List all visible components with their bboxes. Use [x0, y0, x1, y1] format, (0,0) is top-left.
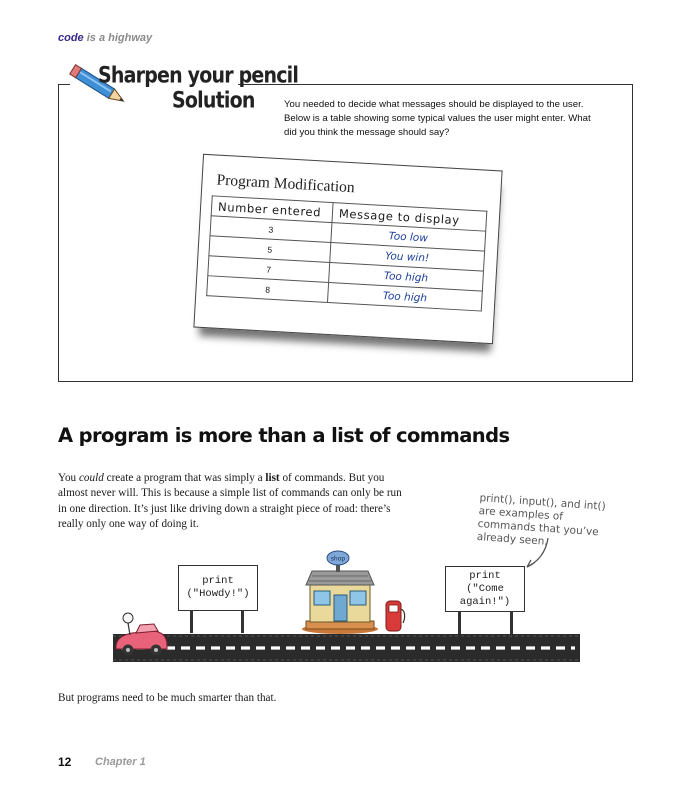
cell-number: 5: [209, 236, 331, 263]
exercise-title: Sharpen your pencil: [98, 63, 299, 89]
road-markings: [113, 634, 580, 662]
cell-number: 3: [210, 216, 332, 243]
sign2-post-right: [510, 612, 513, 634]
sign2-post-left: [458, 612, 461, 634]
body-bold-list: list: [265, 472, 280, 484]
gas-pump-icon: [383, 597, 407, 633]
annotation-arrow-icon: [522, 536, 552, 570]
body-emphasis-could: could: [78, 472, 104, 484]
sign1-line1: print: [202, 575, 234, 587]
shop-icon: [300, 549, 382, 635]
sign2-line1: print: [469, 569, 501, 582]
program-modification-card: [190, 162, 500, 352]
running-head-rest: is a highway: [83, 32, 153, 44]
cell-message: Too high: [329, 263, 484, 292]
paper-title: Program Modification: [216, 171, 356, 197]
body-text-1: You: [58, 472, 79, 484]
running-head-code: code: [58, 32, 84, 44]
body-paragraph: [58, 471, 410, 532]
body-text-3: of commands. But you almost never will. This is because a simple list of commands can only be run in one direction. It’s just like driving down a straight piece of road: there’s really only one way of doing it.: [58, 472, 402, 530]
sign2-line2: ("Come: [466, 582, 504, 595]
body-text-2: create a program that was simply a: [103, 472, 266, 484]
value-table: [206, 195, 487, 311]
page-number: 12: [58, 755, 72, 769]
car-icon: [112, 611, 170, 657]
cell-message: Too high: [327, 282, 482, 311]
section-heading: A program is more than a list of commands: [58, 424, 510, 447]
chapter-label: Chapter 1: [95, 756, 146, 768]
sign1-post-right: [241, 611, 244, 633]
closing-sentence: But programs need to be much smarter than that.: [58, 692, 277, 704]
cell-number: 8: [207, 276, 329, 303]
sign2-line3: again!"): [459, 595, 511, 608]
running-head: [58, 32, 152, 44]
cell-number: 7: [208, 256, 330, 283]
paper-sheet: [193, 154, 502, 344]
exercise-intro: You needed to decide what messages should be displayed to the user. Below is a table showing some typical values the user might enter. What did you think the message should say?: [284, 99, 591, 138]
header-message: Message to display: [332, 203, 487, 232]
cell-message: You win!: [330, 243, 485, 272]
header-number-entered: Number entered: [211, 196, 333, 223]
cell-message: Too low: [331, 223, 486, 252]
handwritten-annotation: print(), input(), and int() are examples of commands that you’ve already seen.: [476, 492, 607, 548]
sign-print-howdy: [178, 565, 258, 611]
sign-print-come-again: [445, 566, 525, 612]
sign1-post-left: [190, 611, 193, 633]
shop-sign-text: shop: [330, 555, 346, 563]
sign1-line2: ("Howdy!"): [186, 588, 250, 600]
exercise-subtitle: Solution: [172, 88, 255, 114]
